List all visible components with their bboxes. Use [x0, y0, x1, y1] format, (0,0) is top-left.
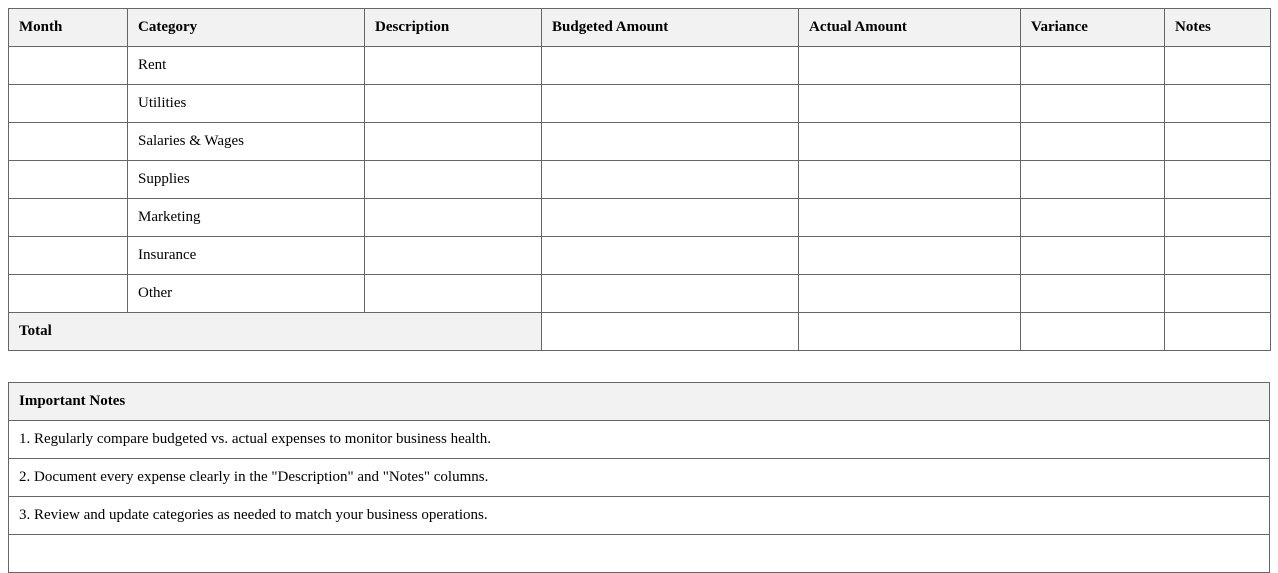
header-description: Description [365, 9, 542, 47]
budgeted-cell[interactable] [542, 47, 799, 85]
variance-cell[interactable] [1021, 161, 1165, 199]
category-cell: Other [128, 275, 365, 313]
month-cell[interactable] [9, 275, 128, 313]
actual-cell[interactable] [799, 275, 1021, 313]
actual-cell[interactable] [799, 47, 1021, 85]
header-budgeted-amount: Budgeted Amount [542, 9, 799, 47]
description-cell[interactable] [365, 47, 542, 85]
note-item: 3. Review and update categories as needed to match your business operations. [9, 497, 1270, 535]
budgeted-cell[interactable] [542, 237, 799, 275]
notes-cell[interactable] [1165, 161, 1271, 199]
notes-cell[interactable] [1165, 47, 1271, 85]
total-notes-cell[interactable] [1165, 313, 1271, 351]
table-row [9, 47, 1271, 85]
header-actual-amount: Actual Amount [799, 9, 1021, 47]
total-label: Total [9, 313, 542, 351]
header-row [9, 9, 1271, 47]
category-cell: Marketing [128, 199, 365, 237]
header-notes: Notes [1165, 9, 1271, 47]
variance-cell[interactable] [1021, 199, 1165, 237]
table-row [9, 275, 1271, 313]
variance-cell[interactable] [1021, 237, 1165, 275]
total-row [9, 313, 1271, 351]
note-item-empty [9, 535, 1270, 573]
variance-cell[interactable] [1021, 275, 1165, 313]
actual-cell[interactable] [799, 123, 1021, 161]
budget-table [8, 8, 1271, 351]
total-actual-cell[interactable] [799, 313, 1021, 351]
month-cell[interactable] [9, 47, 128, 85]
month-cell[interactable] [9, 199, 128, 237]
table-row [9, 123, 1271, 161]
category-cell: Insurance [128, 237, 365, 275]
header-variance: Variance [1021, 9, 1165, 47]
variance-cell[interactable] [1021, 123, 1165, 161]
notes-cell[interactable] [1165, 85, 1271, 123]
budgeted-cell[interactable] [542, 123, 799, 161]
actual-cell[interactable] [799, 237, 1021, 275]
actual-cell[interactable] [799, 199, 1021, 237]
important-notes-table [8, 382, 1270, 573]
month-cell[interactable] [9, 161, 128, 199]
table-row [9, 161, 1271, 199]
description-cell[interactable] [365, 237, 542, 275]
description-cell[interactable] [365, 199, 542, 237]
category-cell: Rent [128, 47, 365, 85]
variance-cell[interactable] [1021, 85, 1165, 123]
notes-cell[interactable] [1165, 237, 1271, 275]
month-cell[interactable] [9, 85, 128, 123]
table-row [9, 237, 1271, 275]
budgeted-cell[interactable] [542, 275, 799, 313]
notes-cell[interactable] [1165, 199, 1271, 237]
description-cell[interactable] [365, 123, 542, 161]
header-category: Category [128, 9, 365, 47]
variance-cell[interactable] [1021, 47, 1165, 85]
header-month: Month [9, 9, 128, 47]
total-budgeted-cell[interactable] [542, 313, 799, 351]
budgeted-cell[interactable] [542, 161, 799, 199]
note-item: 2. Document every expense clearly in the "Description" and "Notes" columns. [9, 459, 1270, 497]
month-cell[interactable] [9, 237, 128, 275]
total-variance-cell[interactable] [1021, 313, 1165, 351]
month-cell[interactable] [9, 123, 128, 161]
actual-cell[interactable] [799, 85, 1021, 123]
budgeted-cell[interactable] [542, 85, 799, 123]
description-cell[interactable] [365, 275, 542, 313]
actual-cell[interactable] [799, 161, 1021, 199]
category-cell: Salaries & Wages [128, 123, 365, 161]
note-item: 1. Regularly compare budgeted vs. actual expenses to monitor business health. [9, 421, 1270, 459]
table-row [9, 199, 1271, 237]
table-row [9, 85, 1271, 123]
category-cell: Supplies [128, 161, 365, 199]
notes-cell[interactable] [1165, 275, 1271, 313]
notes-title: Important Notes [9, 383, 1270, 421]
description-cell[interactable] [365, 161, 542, 199]
budgeted-cell[interactable] [542, 199, 799, 237]
notes-cell[interactable] [1165, 123, 1271, 161]
category-cell: Utilities [128, 85, 365, 123]
description-cell[interactable] [365, 85, 542, 123]
